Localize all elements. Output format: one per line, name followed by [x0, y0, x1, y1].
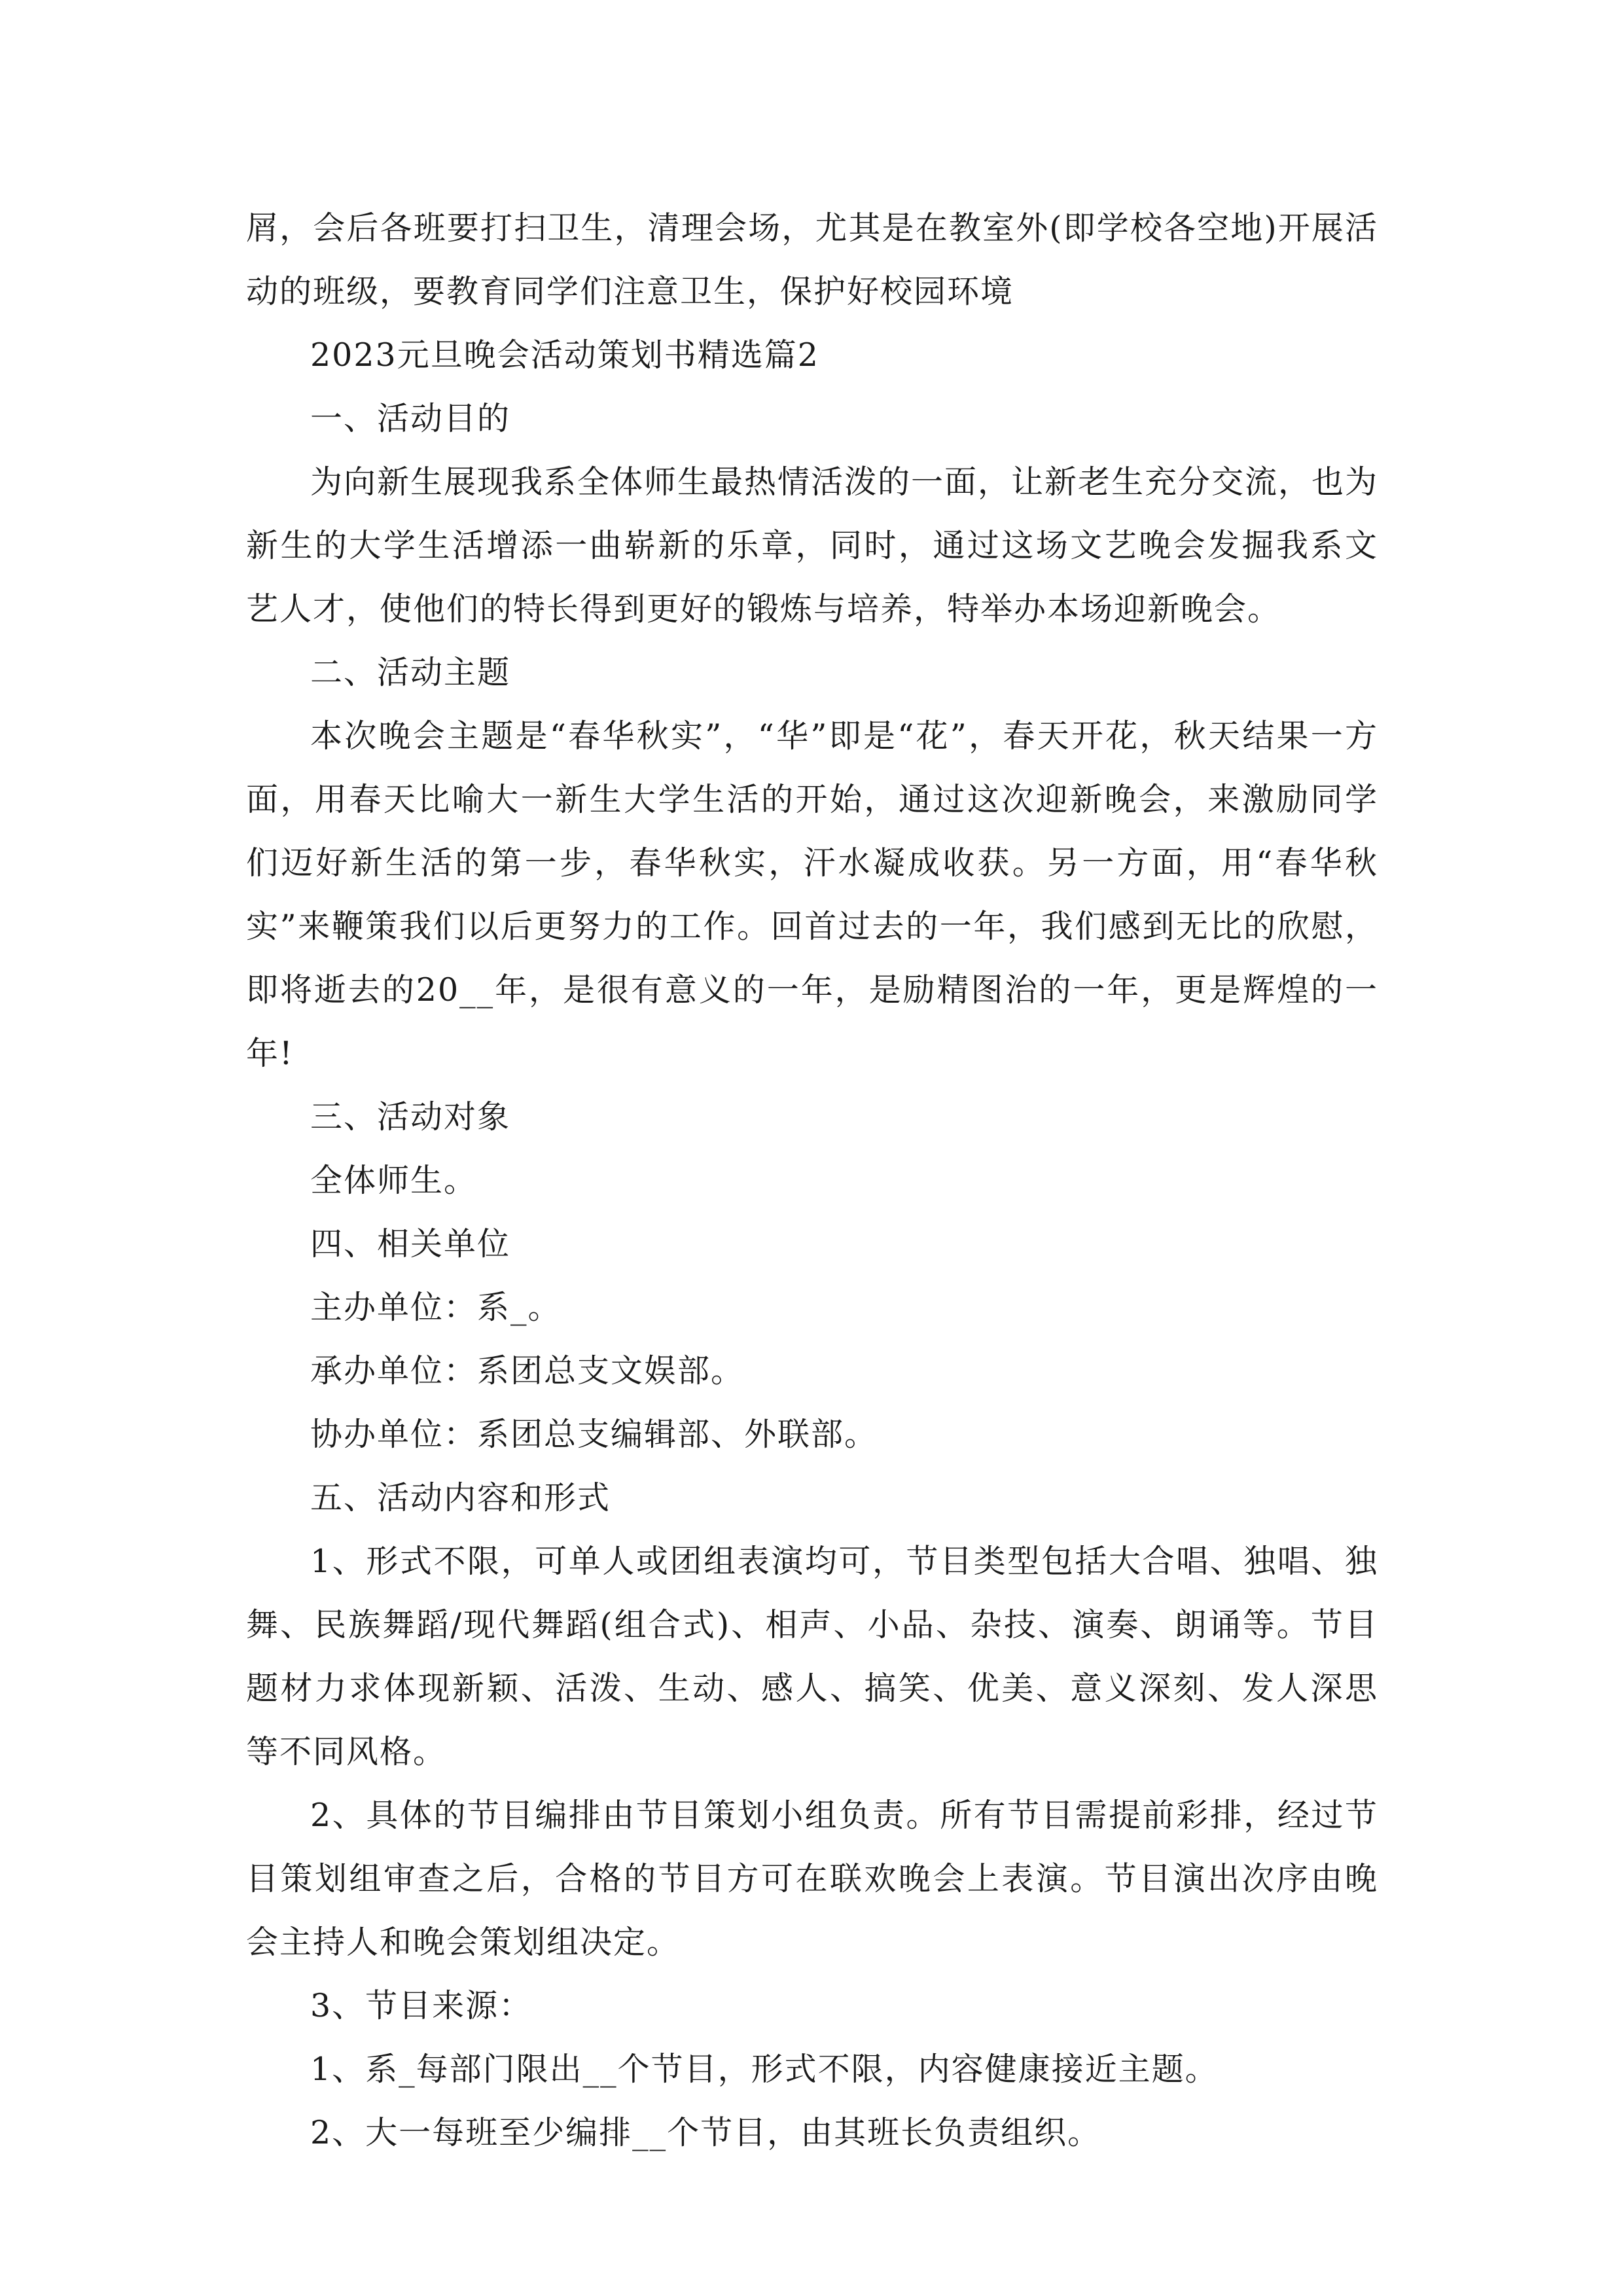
heading-activity-theme: 二、活动主题	[310, 654, 511, 691]
paragraph-sub-item-2: 2、大一每班至少编排__个节目，由其班长负责组织。	[310, 2114, 1101, 2151]
paragraph-co-organizer-unit: 协办单位：系团总支编辑部、外联部。	[310, 1416, 878, 1453]
paragraph-item-3: 3、节目来源：	[310, 1987, 533, 2024]
paragraph-theme: 本次晚会主题是“春华秋实”，“华”即是“花”，春天开花，秋天结果一方面，用春天比喻大一新生大学生活的开始，通过这次迎新晚会，来激励同学们迈好新生活的第一步，春华秋实，汗水凝成收获。另一方面，用“春华秋实”来鞭策我们以后更努力的工作。回首过去的一年，我们感到无比的欣慰，即将逝去的20__年，是很有意义的一年，是励精图治的一年，更是辉煌的一年!	[246, 717, 1378, 1072]
heading-content-form: 五、活动内容和形式	[310, 1479, 611, 1516]
paragraph-continuation: 屑，会后各班要打扫卫生，清理会场，尤其是在教室外(即学校各空地)开展活动的班级，要教育同学们注意卫生，保护好校园环境	[246, 209, 1378, 310]
paragraph-item-1: 1、形式不限，可单人或团组表演均可，节目类型包括大合唱、独唱、独舞、民族舞蹈/现代舞蹈(组合式)、相声、小品、杂技、演奏、朗诵等。节目题材力求体现新颖、活泼、生动、感人、搞笑、优美、意义深刻、发人深思等不同风格。	[246, 1543, 1378, 1770]
heading-activity-audience: 三、活动对象	[310, 1098, 511, 1136]
heading-activity-purpose: 一、活动目的	[310, 400, 511, 437]
paragraph-sub-item-1: 1、系_每部门限出__个节目，形式不限，内容健康接近主题。	[310, 2051, 1219, 2088]
paragraph-host-unit: 主办单位：系_。	[310, 1289, 562, 1326]
heading-related-units: 四、相关单位	[310, 1225, 511, 1263]
document-body	[246, 196, 1378, 2164]
paragraph-organizer-unit: 承办单位：系团总支文娱部。	[310, 1352, 745, 1390]
paragraph-item-2: 2、具体的节目编排由节目策划小组负责。所有节目需提前彩排，经过节目策划组审查之后，合格的节目方可在联欢晚会上表演。节目演出次序由晚会主持人和晚会策划组决定。	[246, 1797, 1378, 1961]
section-title: 2023元旦晚会活动策划书精选篇2	[310, 336, 819, 374]
paragraph-purpose: 为向新生展现我系全体师生最热情活泼的一面，让新老生充分交流，也为新生的大学生活增添一曲崭新的乐章，同时，通过这场文艺晚会发掘我系文艺人才，使他们的特长得到更好的锻炼与培养，特举办本场迎新晚会。	[246, 463, 1379, 628]
paragraph-audience: 全体师生。	[310, 1162, 478, 1199]
